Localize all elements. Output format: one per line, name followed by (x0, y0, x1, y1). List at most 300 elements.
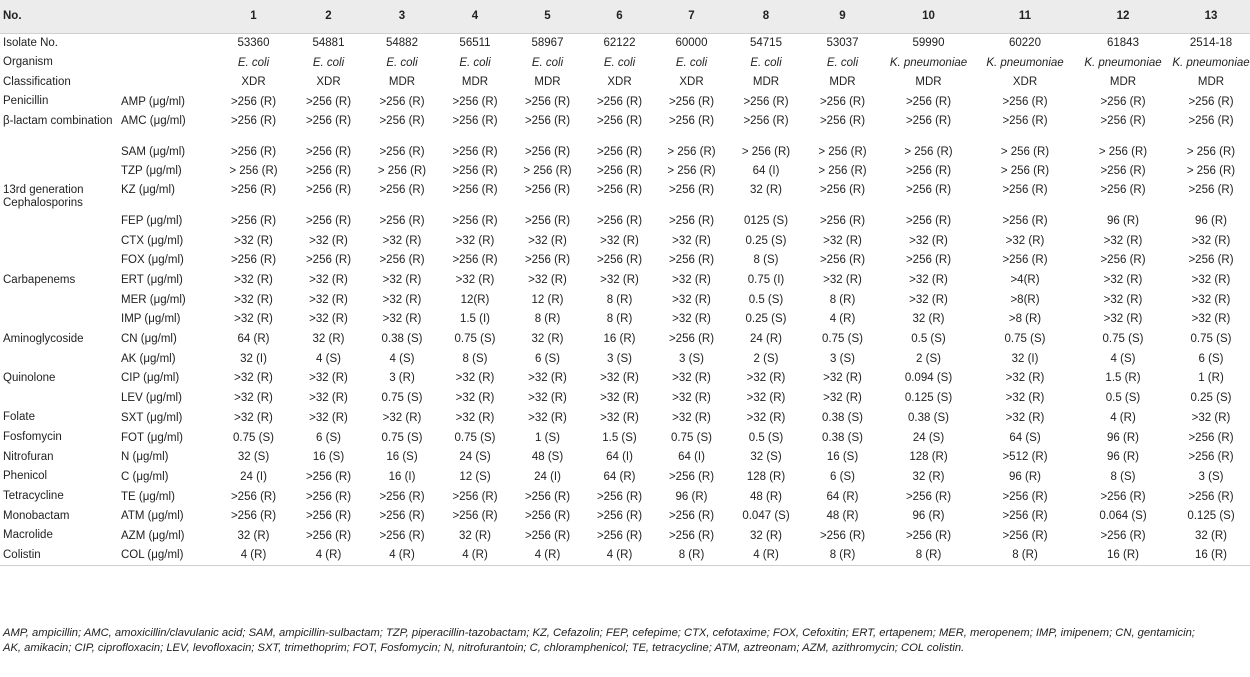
mic-cell: >256 (R) (379, 184, 425, 197)
mic-cell: >256 (R) (668, 95, 715, 108)
mic-cell: >256 (R) (1002, 254, 1048, 267)
antibiotic-class: Carbapenems (3, 273, 76, 286)
mic-cell: >256 (R) (305, 510, 352, 523)
cell: MDR (461, 76, 489, 89)
info-row (0, 53, 1250, 73)
mic-cell: 96 (R) (1107, 451, 1139, 464)
mic-cell: 4 (R) (462, 549, 488, 562)
mic-cell: >32 (R) (1005, 234, 1045, 247)
mic-cell: 24 (I) (240, 470, 267, 483)
mic-cell: 2 (S) (916, 352, 941, 365)
mic-cell: >32 (R) (1103, 293, 1143, 306)
mic-cell: 96 (R) (675, 490, 708, 503)
mic-cell: 4 (R) (753, 549, 779, 562)
cell: MDR (752, 76, 780, 89)
mic-cell: 0.75 (S) (671, 431, 712, 444)
mic-cell: >256 (R) (905, 114, 952, 127)
antibiotic-class: 13rd generation Cephalosporins (3, 184, 84, 210)
mic-cell: >256 (R) (452, 145, 498, 158)
mic-cell: > 256 (R) (1186, 165, 1236, 178)
mic-cell: 0125 (S) (743, 214, 789, 227)
drug-row (0, 388, 1250, 408)
mic-cell: >32 (R) (823, 372, 862, 385)
mic-cell: >256 (R) (524, 254, 571, 267)
mic-cell: 0.75 (S) (822, 333, 863, 346)
mic-cell: >256 (R) (524, 490, 571, 503)
mic-cell: >32 (R) (234, 274, 273, 287)
mic-cell: > 256 (R) (1186, 145, 1236, 158)
mic-cell: >256 (R) (596, 510, 643, 523)
mic-cell: 8 (S) (753, 254, 779, 267)
mic-cell: 0.5 (S) (748, 431, 784, 444)
mic-cell: 32 (R) (912, 470, 945, 483)
drug-name: C (μg/ml) (121, 470, 169, 483)
mic-cell: >32 (R) (823, 392, 862, 405)
mic-cell: 64 (I) (678, 451, 705, 464)
row-label: Classification (3, 75, 71, 88)
mic-cell: 32 (R) (750, 529, 782, 542)
mic-cell: >32 (R) (672, 392, 711, 405)
mic-cell: >256 (R) (905, 490, 952, 503)
antibiotic-class (0, 161, 119, 181)
drug-row (0, 329, 1250, 349)
mic-cell: >256 (R) (1188, 431, 1234, 444)
mic-cell: >256 (R) (1100, 529, 1146, 542)
cell: MDR (1197, 76, 1225, 89)
drug-row (0, 181, 1250, 211)
antibiotic-class (0, 310, 119, 330)
mic-cell: >256 (R) (1002, 114, 1048, 127)
mic-cell: >32 (R) (746, 392, 786, 405)
table-footnote: AMP, ampicillin; AMC, amoxicillin/clavulanic acid; SAM, ampicillin-sulbactam; TZP, piperacillin-tazobactam; KZ, Cefazolin; FEP, cefepime; CTX, cefotaxime; FOX, Cefoxitin; ERT, ertapenem; MER, meropenem; IMP, imipenem; CN, gentamicin; AK, amikacin; CIP, ciprofloxacin; LEV, levofloxacin; SXT, trimethoprim; FOT, Fosfomycin; N, nitrofurantoin; C, chloramphenicol; TE, tetracycline; ATM, aztreonam; AZM, azithromycin; COL colistin. (3, 627, 1195, 654)
drug-row (0, 161, 1250, 181)
drug-row (0, 251, 1250, 271)
drug-name: KZ (μg/ml) (121, 184, 175, 197)
cell: 54715 (750, 37, 782, 50)
drug-row (0, 526, 1250, 546)
mic-cell: 32 (R) (237, 529, 270, 542)
mic-cell: >256 (R) (305, 165, 352, 178)
mic-cell: > 256 (R) (741, 145, 791, 158)
mic-cell: 6 (S) (316, 431, 341, 444)
mic-cell: 0.75 (S) (1004, 333, 1046, 346)
drug-name: MER (μg/ml) (121, 293, 186, 306)
mic-cell: >256 (R) (1188, 451, 1234, 464)
mic-cell: >32 (R) (234, 313, 273, 326)
mic-cell: 4 (S) (389, 352, 415, 365)
mic-cell: >256 (R) (819, 95, 866, 108)
mic-cell: 8 (R) (1012, 549, 1038, 562)
drug-row (0, 290, 1250, 310)
mic-cell: 0.75 (S) (233, 431, 274, 444)
cell: MDR (829, 76, 856, 89)
mic-cell: >256 (R) (524, 95, 571, 108)
mic-cell: >256 (R) (668, 254, 715, 267)
antibiotic-class: Folate (3, 411, 35, 424)
mic-cell: >32 (R) (528, 392, 567, 405)
header-isolate-2: 2 (292, 0, 365, 33)
mic-cell: >256 (R) (524, 510, 571, 523)
mic-cell: >32 (R) (528, 372, 567, 385)
drug-name: AK (μg/ml) (121, 352, 176, 365)
mic-cell: 0.125 (S) (1187, 510, 1235, 523)
cell: K. pneumoniae (1084, 56, 1162, 69)
drug-row (0, 546, 1250, 566)
mic-cell: > 256 (R) (1000, 165, 1050, 178)
row-label: Isolate No. (3, 36, 58, 49)
antibiotic-class: Colistin (3, 548, 41, 561)
cell: 53037 (826, 37, 859, 50)
mic-cell: >32 (R) (746, 372, 786, 385)
mic-cell: 0.125 (S) (904, 392, 953, 405)
mic-cell: 0.25 (S) (1190, 392, 1232, 405)
cell: MDR (1109, 76, 1137, 89)
mic-cell: >256 (R) (1002, 490, 1048, 503)
mic-cell: 0.75 (S) (454, 431, 496, 444)
drug-row (0, 487, 1250, 507)
mic-cell: >256 (R) (1188, 114, 1234, 127)
mic-cell: 64 (R) (826, 490, 859, 503)
mic-cell: 1.5 (R) (1105, 372, 1141, 385)
antibiotic-class: Monobactam (3, 509, 70, 522)
mic-cell: 0.064 (S) (1099, 510, 1147, 523)
mic-cell: 0.047 (S) (742, 510, 790, 523)
mic-cell: 96 (R) (1195, 214, 1227, 227)
cell: MDR (534, 76, 561, 89)
mic-cell: 4 (R) (829, 313, 856, 326)
mic-cell: 0.75 (S) (1102, 333, 1144, 346)
mic-cell: >32 (R) (309, 293, 348, 306)
mic-cell: >32 (R) (528, 274, 567, 287)
mic-cell: >32 (R) (823, 234, 862, 247)
mic-cell: 96 (R) (912, 510, 945, 523)
mic-cell: >32 (R) (672, 293, 711, 306)
mic-cell: 16 (S) (386, 451, 418, 464)
mic-cell: 64 (S) (1009, 431, 1041, 444)
mic-cell: 24 (S) (459, 451, 491, 464)
mic-cell: 128 (R) (746, 470, 786, 483)
mic-cell: >256 (R) (1188, 95, 1234, 108)
mic-cell: 16 (I) (388, 470, 416, 483)
mic-cell: >32 (R) (1103, 313, 1143, 326)
mic-cell: 6 (S) (830, 470, 855, 483)
mic-cell: >256 (R) (668, 184, 715, 197)
drug-name: TZP (μg/ml) (121, 165, 182, 178)
mic-cell: >256 (R) (905, 95, 952, 108)
mic-cell: >32 (R) (672, 372, 711, 385)
drug-name: ERT (μg/ml) (121, 274, 183, 287)
cell: 60220 (1009, 37, 1041, 50)
antibiotic-class: Tetracycline (3, 490, 64, 503)
mic-cell: 32 (R) (912, 313, 945, 326)
mic-cell: >256 (R) (1002, 510, 1048, 523)
mic-cell: 64 (I) (606, 451, 633, 464)
drug-name: N (μg/ml) (121, 451, 169, 464)
mic-cell: >32 (R) (455, 411, 495, 424)
mic-cell: >32 (R) (1191, 313, 1231, 326)
mic-cell: >32 (R) (600, 274, 639, 287)
drug-name: FOX (μg/ml) (121, 254, 184, 267)
mic-cell: 64 (R) (603, 470, 636, 483)
mic-cell: >256 (R) (379, 95, 425, 108)
cell: K. pneumoniae (1172, 56, 1250, 69)
drug-row (0, 92, 1250, 112)
header-isolate-5: 5 (511, 0, 584, 33)
mic-cell: >256 (R) (596, 490, 643, 503)
mic-cell: >256 (R) (524, 529, 571, 542)
mic-cell: > 256 (R) (667, 145, 716, 158)
antibiotic-class: Nitrofuran (3, 450, 54, 463)
mic-cell: 64 (R) (237, 333, 270, 346)
cell: E. coli (603, 56, 636, 69)
header-isolate-10: 10 (881, 0, 976, 33)
mic-cell: >256 (R) (819, 529, 866, 542)
mic-cell: 1 (S) (535, 431, 560, 444)
mic-cell: >32 (R) (672, 313, 711, 326)
drug-name: COL (μg/ml) (121, 549, 184, 562)
mic-cell: >256 (R) (596, 114, 643, 127)
cell: 61843 (1107, 37, 1139, 50)
antibiotic-class (0, 290, 119, 310)
mic-cell: >256 (R) (452, 95, 498, 108)
cell: 58967 (531, 37, 564, 50)
mic-cell: >256 (R) (743, 114, 789, 127)
cell: E. coli (237, 56, 270, 69)
mic-cell: 4 (R) (534, 549, 561, 562)
info-row (0, 72, 1250, 92)
antibiotic-class: Phenicol (3, 470, 48, 483)
mic-cell: 12(R) (460, 293, 490, 306)
mic-cell: >256 (R) (305, 145, 352, 158)
drug-name: AMC (μg/ml) (121, 114, 186, 127)
antibiotic-class (0, 349, 119, 369)
mic-cell: >256 (R) (379, 214, 425, 227)
mic-cell: >256 (R) (668, 333, 715, 346)
mic-cell: >32 (R) (1191, 411, 1231, 424)
mic-cell: >256 (R) (524, 145, 571, 158)
header-isolate-7: 7 (655, 0, 728, 33)
cell: 54882 (386, 37, 418, 50)
mic-cell: >256 (R) (1188, 254, 1234, 267)
cell: E. coli (826, 56, 859, 69)
mic-cell: >32 (R) (309, 392, 348, 405)
mic-cell: 0.38 (S) (822, 411, 863, 424)
mic-cell: >32 (R) (909, 274, 948, 287)
mic-cell: >256 (R) (305, 114, 352, 127)
mic-cell: >256 (R) (452, 490, 498, 503)
mic-cell: >32 (R) (309, 411, 348, 424)
mic-cell: >32 (R) (309, 274, 348, 287)
mic-cell: 8 (R) (534, 313, 561, 326)
mic-cell: >256 (R) (452, 214, 498, 227)
cell: MDR (388, 76, 416, 89)
mic-cell: >256 (R) (452, 254, 498, 267)
header-no: No. (0, 0, 119, 33)
cell: K. pneumoniae (986, 56, 1064, 69)
mic-cell: >256 (R) (819, 184, 866, 197)
mic-cell: >256 (R) (379, 114, 425, 127)
mic-cell: 32 (R) (1195, 529, 1227, 542)
mic-cell: >32 (R) (234, 293, 273, 306)
mic-cell: 128 (R) (909, 451, 948, 464)
cell: E. coli (531, 56, 564, 69)
mic-cell: >32 (R) (1005, 411, 1045, 424)
mic-cell: >256 (R) (379, 145, 425, 158)
mic-cell: >256 (R) (905, 165, 952, 178)
mic-cell: 1.5 (I) (459, 313, 491, 326)
mic-cell: >32 (R) (382, 274, 422, 287)
drug-row (0, 349, 1250, 369)
mic-cell: 8 (R) (606, 293, 633, 306)
mic-cell: >256 (R) (230, 95, 277, 108)
mic-cell: >256 (R) (1002, 529, 1048, 542)
mic-cell: > 256 (R) (377, 165, 427, 178)
cell: XDR (607, 76, 632, 89)
mic-cell: >32 (R) (234, 234, 273, 247)
mic-cell: 16 (S) (312, 451, 345, 464)
mic-cell: >32 (R) (672, 234, 711, 247)
mic-cell: 8 (R) (678, 549, 705, 562)
header-isolate-3: 3 (365, 0, 439, 33)
mic-cell: >32 (R) (1103, 234, 1143, 247)
mic-cell: 32 (I) (1011, 352, 1039, 365)
drug-row (0, 270, 1250, 290)
mic-cell: >256 (R) (668, 529, 715, 542)
cell: E. coli (312, 56, 345, 69)
mic-cell: >32 (R) (382, 293, 422, 306)
mic-cell: 96 (R) (1107, 214, 1139, 227)
mic-cell: >32 (R) (1191, 293, 1231, 306)
mic-cell: >256 (R) (596, 165, 643, 178)
mic-cell: >256 (R) (1100, 490, 1146, 503)
drug-row (0, 447, 1250, 467)
mic-cell: 0.25 (S) (745, 313, 787, 326)
mic-cell: 4 (S) (1110, 352, 1136, 365)
cell: XDR (679, 76, 704, 89)
mic-cell: > 256 (R) (818, 145, 867, 158)
mic-cell: >32 (R) (234, 411, 273, 424)
mic-cell: >32 (R) (1005, 392, 1045, 405)
mic-cell: >256 (R) (305, 184, 352, 197)
mic-cell: >256 (R) (1188, 490, 1234, 503)
antibiotic-class (0, 142, 119, 162)
mic-cell: 24 (R) (750, 333, 782, 346)
mic-cell: >256 (R) (1188, 184, 1234, 197)
mic-cell: >256 (R) (1002, 184, 1048, 197)
mic-cell: 16 (R) (1107, 549, 1139, 562)
cell: 2514-18 (1189, 37, 1233, 50)
antibiotic-class (0, 211, 119, 231)
mic-cell: > 256 (R) (667, 165, 716, 178)
mic-cell: >256 (R) (596, 254, 643, 267)
mic-cell: 0.38 (S) (381, 333, 423, 346)
mic-cell: 48 (R) (826, 510, 859, 523)
mic-cell: 4 (R) (1110, 411, 1136, 424)
mic-cell: 3 (S) (679, 352, 704, 365)
mic-cell: >32 (R) (909, 293, 948, 306)
mic-cell: >256 (R) (1100, 165, 1146, 178)
mic-cell: 1 (R) (1198, 372, 1224, 385)
mic-cell: 64 (I) (752, 165, 780, 178)
antibiotic-class: Aminoglycoside (3, 332, 84, 345)
mic-cell: >32 (R) (528, 234, 567, 247)
mic-cell: >256 (R) (1002, 214, 1048, 227)
antibiotic-class: Quinolone (3, 371, 56, 384)
cell: XDR (241, 76, 266, 89)
header-row (0, 0, 1250, 33)
mic-cell: >256 (R) (305, 529, 352, 542)
drug-row (0, 408, 1250, 428)
mic-cell: >256 (R) (230, 214, 277, 227)
mic-cell: >32 (R) (455, 372, 495, 385)
mic-cell: 24 (I) (534, 470, 561, 483)
mic-cell: > 256 (R) (523, 165, 572, 178)
row-label: Organism (3, 56, 53, 69)
drug-row (0, 428, 1250, 448)
mic-cell: >256 (R) (1100, 254, 1146, 267)
drug-row (0, 211, 1250, 231)
mic-cell: >256 (R) (668, 510, 715, 523)
mic-cell: 96 (R) (1009, 470, 1041, 483)
mic-cell: >8(R) (1010, 293, 1040, 306)
mic-cell: >256 (R) (1100, 95, 1146, 108)
mic-cell: >32 (R) (309, 234, 348, 247)
mic-cell: > 256 (R) (904, 145, 953, 158)
mic-cell: 32 (R) (459, 529, 491, 542)
mic-cell: 12 (S) (459, 470, 491, 483)
mic-cell: 3 (S) (1198, 470, 1224, 483)
header-isolate-1: 1 (215, 0, 292, 33)
mic-cell: 32 (R) (312, 333, 345, 346)
mic-cell: 4 (R) (315, 549, 342, 562)
mic-cell: >256 (R) (819, 114, 866, 127)
antibiotic-class: Fosfomycin (3, 431, 62, 444)
header-isolate-11: 11 (976, 0, 1074, 33)
header-drug (119, 0, 215, 33)
mic-cell: >32 (R) (1103, 274, 1143, 287)
mic-cell: >256 (R) (596, 184, 643, 197)
drug-name: IMP (μg/ml) (121, 313, 181, 326)
drug-name: FEP (μg/ml) (121, 214, 183, 227)
mic-cell: >256 (R) (305, 490, 352, 503)
cell: 59990 (912, 37, 945, 50)
cell: 62122 (603, 37, 636, 50)
drug-row (0, 310, 1250, 330)
mic-cell: >256 (R) (230, 184, 277, 197)
drug-name: FOT (μg/ml) (121, 431, 183, 444)
mic-cell: >32 (R) (382, 313, 422, 326)
mic-cell: >256 (R) (452, 184, 498, 197)
mic-cell: >32 (R) (382, 234, 422, 247)
mic-cell: >32 (R) (309, 372, 348, 385)
mic-cell: >32 (R) (234, 392, 273, 405)
cell: MDR (915, 76, 942, 89)
mic-cell: 0.75 (S) (381, 392, 423, 405)
mic-cell: > 256 (R) (1098, 145, 1148, 158)
mic-cell: >8 (R) (1008, 313, 1042, 326)
mic-cell: 32 (S) (750, 451, 782, 464)
mic-cell: >256 (R) (743, 95, 789, 108)
mic-cell: >256 (R) (379, 529, 425, 542)
mic-cell: >32 (R) (672, 411, 711, 424)
header-isolate-13: 13 (1172, 0, 1250, 33)
mic-cell: >256 (R) (379, 254, 425, 267)
mic-cell: 4 (R) (389, 549, 415, 562)
antibiotic-class: Macrolide (3, 529, 53, 542)
mic-cell: 12 (R) (531, 293, 564, 306)
info-row (0, 33, 1250, 53)
mic-cell: 16 (S) (826, 451, 859, 464)
